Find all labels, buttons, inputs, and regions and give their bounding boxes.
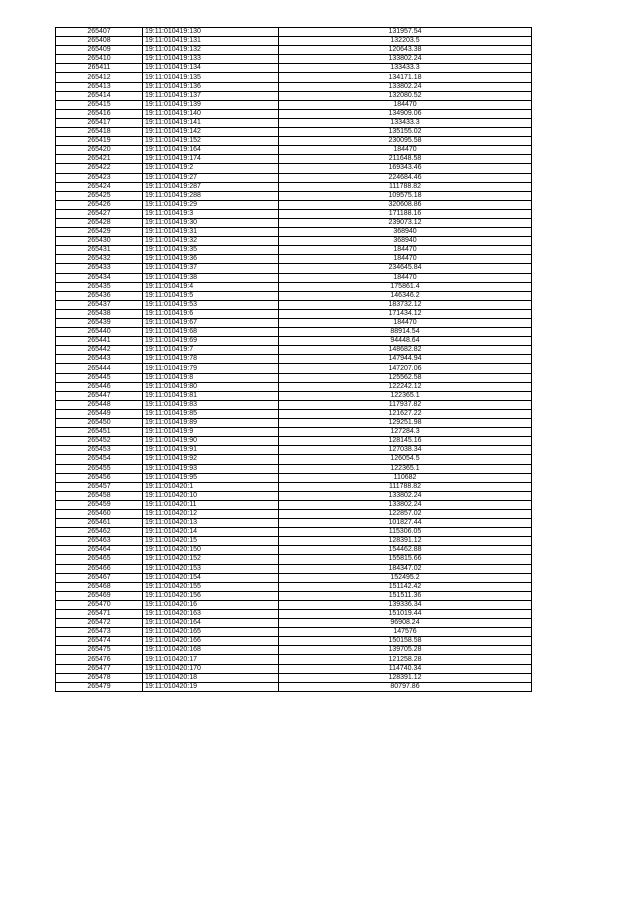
amount-cell: 320608.86 [279, 200, 532, 209]
amount-cell: 171188.16 [279, 209, 532, 218]
amount-cell: 224684.46 [279, 173, 532, 182]
cadastral-number-cell: 19:11:010419:2 [143, 164, 279, 173]
table-row [56, 173, 532, 182]
amount-cell: 122365.1 [279, 391, 532, 400]
amount-cell: 152495.2 [279, 573, 532, 582]
amount-cell: 122242.12 [279, 382, 532, 391]
cadastral-number-cell: 19:11:010420:16 [143, 600, 279, 609]
cadastral-number-cell: 19:11:010419:137 [143, 91, 279, 100]
cadastral-number-cell: 19:11:010419:93 [143, 464, 279, 473]
table-row [56, 391, 532, 400]
cadastral-number-cell: 19:11:010419:288 [143, 191, 279, 200]
table-row [56, 328, 532, 337]
amount-cell: 121258.28 [279, 655, 532, 664]
table-row [56, 118, 532, 127]
amount-cell: 101827.44 [279, 519, 532, 528]
row-id-cell: 265412 [56, 73, 143, 82]
amount-cell: 169343.46 [279, 164, 532, 173]
cadastral-number-cell: 19:11:010419:31 [143, 228, 279, 237]
amount-cell: 114740.34 [279, 664, 532, 673]
row-id-cell: 265453 [56, 446, 143, 455]
row-id-cell: 265419 [56, 137, 143, 146]
amount-cell: 184347.02 [279, 564, 532, 573]
amount-cell: 184470 [279, 146, 532, 155]
cadastral-number-cell: 19:11:010420:170 [143, 664, 279, 673]
table-row [56, 655, 532, 664]
amount-cell: 110682 [279, 473, 532, 482]
row-id-cell: 265476 [56, 655, 143, 664]
row-id-cell: 265462 [56, 528, 143, 537]
table-row [56, 55, 532, 64]
amount-cell: 129251.98 [279, 419, 532, 428]
table-row [56, 482, 532, 491]
amount-cell: 151511.36 [279, 591, 532, 600]
cadastral-number-cell: 19:11:010420:165 [143, 628, 279, 637]
amount-cell: 126054.5 [279, 455, 532, 464]
row-id-cell: 265417 [56, 118, 143, 127]
table-row [56, 519, 532, 528]
cadastral-number-cell: 19:11:010420:152 [143, 555, 279, 564]
row-id-cell: 265442 [56, 346, 143, 355]
row-id-cell: 265457 [56, 482, 143, 491]
amount-cell: 175861.4 [279, 282, 532, 291]
table-row [56, 437, 532, 446]
row-id-cell: 265423 [56, 173, 143, 182]
table-row [56, 628, 532, 637]
row-id-cell: 265414 [56, 91, 143, 100]
table-row [56, 137, 532, 146]
table-row [56, 646, 532, 655]
row-id-cell: 265473 [56, 628, 143, 637]
amount-cell: 111788.82 [279, 182, 532, 191]
amount-cell: 184470 [279, 246, 532, 255]
table-row [56, 264, 532, 273]
cadastral-number-cell: 19:11:010419:95 [143, 473, 279, 482]
row-id-cell: 265425 [56, 191, 143, 200]
table-body [56, 28, 532, 692]
table-row [56, 28, 532, 37]
cadastral-number-cell: 19:11:010419:53 [143, 300, 279, 309]
row-id-cell: 265477 [56, 664, 143, 673]
row-id-cell: 265443 [56, 355, 143, 364]
cadastral-number-cell: 19:11:010419:83 [143, 400, 279, 409]
cadastral-number-cell: 19:11:010419:67 [143, 319, 279, 328]
row-id-cell: 265430 [56, 237, 143, 246]
cadastral-number-cell: 19:11:010419:30 [143, 218, 279, 227]
row-id-cell: 265450 [56, 419, 143, 428]
table-row [56, 291, 532, 300]
table-row [56, 109, 532, 118]
table-row [56, 309, 532, 318]
cadastral-number-cell: 19:11:010419:92 [143, 455, 279, 464]
table-row [56, 619, 532, 628]
row-id-cell: 265428 [56, 218, 143, 227]
row-id-cell: 265429 [56, 228, 143, 237]
cadastral-number-cell: 19:11:010420:18 [143, 673, 279, 682]
cadastral-number-cell: 19:11:010420:156 [143, 591, 279, 600]
amount-cell: 151142.42 [279, 582, 532, 591]
cadastral-number-cell: 19:11:010419:135 [143, 73, 279, 82]
cadastral-number-cell: 19:11:010419:27 [143, 173, 279, 182]
cadastral-number-cell: 19:11:010420:155 [143, 582, 279, 591]
row-id-cell: 265467 [56, 573, 143, 582]
amount-cell: 111788.82 [279, 482, 532, 491]
cadastral-number-cell: 19:11:010420:14 [143, 528, 279, 537]
table-row [56, 337, 532, 346]
amount-cell: 148682.82 [279, 346, 532, 355]
cadastral-number-cell: 19:11:010420:166 [143, 637, 279, 646]
table-row [56, 37, 532, 46]
cadastral-number-cell: 19:11:010419:136 [143, 82, 279, 91]
cadastral-number-cell: 19:11:010420:19 [143, 682, 279, 691]
row-id-cell: 265433 [56, 264, 143, 273]
table-row [56, 191, 532, 200]
row-id-cell: 265434 [56, 273, 143, 282]
table-row [56, 491, 532, 500]
row-id-cell: 265472 [56, 619, 143, 628]
cadastral-number-cell: 19:11:010419:8 [143, 373, 279, 382]
table-row [56, 682, 532, 691]
table-row [56, 537, 532, 546]
row-id-cell: 265468 [56, 582, 143, 591]
cadastral-number-cell: 19:11:010419:69 [143, 337, 279, 346]
amount-cell: 147576 [279, 628, 532, 637]
cadastral-number-cell: 19:11:010419:81 [143, 391, 279, 400]
cadastral-number-cell: 19:11:010419:9 [143, 428, 279, 437]
table-row [56, 637, 532, 646]
row-id-cell: 265479 [56, 682, 143, 691]
row-id-cell: 265409 [56, 46, 143, 55]
row-id-cell: 265469 [56, 591, 143, 600]
table-row [56, 564, 532, 573]
amount-cell: 150158.58 [279, 637, 532, 646]
cadastral-number-cell: 19:11:010419:6 [143, 309, 279, 318]
amount-cell: 127284.3 [279, 428, 532, 437]
table-row [56, 473, 532, 482]
cadastral-number-cell: 19:11:010419:35 [143, 246, 279, 255]
cadastral-number-cell: 19:11:010419:7 [143, 346, 279, 355]
table-row [56, 600, 532, 609]
amount-cell: 132203.5 [279, 37, 532, 46]
cadastral-number-cell: 19:11:010419:90 [143, 437, 279, 446]
amount-cell: 135155.02 [279, 128, 532, 137]
cadastral-number-cell: 19:11:010419:80 [143, 382, 279, 391]
cadastral-number-cell: 19:11:010419:79 [143, 364, 279, 373]
cadastral-number-cell: 19:11:010419:132 [143, 46, 279, 55]
row-id-cell: 265439 [56, 319, 143, 328]
table-row [56, 319, 532, 328]
table-row [56, 591, 532, 600]
row-id-cell: 265471 [56, 610, 143, 619]
row-id-cell: 265408 [56, 37, 143, 46]
amount-cell: 96908.24 [279, 619, 532, 628]
amount-cell: 133802.24 [279, 55, 532, 64]
table-row [56, 164, 532, 173]
amount-cell: 133433.3 [279, 118, 532, 127]
cadastral-number-cell: 19:11:010419:37 [143, 264, 279, 273]
amount-cell: 125562.58 [279, 373, 532, 382]
cadastral-number-cell: 19:11:010419:134 [143, 64, 279, 73]
amount-cell: 121627.22 [279, 409, 532, 418]
table-row [56, 664, 532, 673]
amount-cell: 128391.12 [279, 537, 532, 546]
cadastral-number-cell: 19:11:010420:164 [143, 619, 279, 628]
table-row [56, 428, 532, 437]
cadastral-number-cell: 19:11:010419:139 [143, 100, 279, 109]
amount-cell: 239073.12 [279, 218, 532, 227]
table-row [56, 355, 532, 364]
amount-cell: 94448.64 [279, 337, 532, 346]
table-row [56, 300, 532, 309]
row-id-cell: 265440 [56, 328, 143, 337]
row-id-cell: 265448 [56, 400, 143, 409]
amount-cell: 139336.34 [279, 600, 532, 609]
table-row [56, 555, 532, 564]
table-row [56, 346, 532, 355]
amount-cell: 234645.84 [279, 264, 532, 273]
table-row [56, 255, 532, 264]
row-id-cell: 265458 [56, 491, 143, 500]
cadastral-number-cell: 19:11:010419:152 [143, 137, 279, 146]
amount-cell: 211648.58 [279, 155, 532, 164]
row-id-cell: 265454 [56, 455, 143, 464]
amount-cell: 133802.24 [279, 82, 532, 91]
cadastral-number-cell: 19:11:010420:150 [143, 546, 279, 555]
row-id-cell: 265438 [56, 309, 143, 318]
row-id-cell: 265463 [56, 537, 143, 546]
row-id-cell: 265466 [56, 564, 143, 573]
cadastral-number-cell: 19:11:010419:91 [143, 446, 279, 455]
table-row [56, 582, 532, 591]
row-id-cell: 265413 [56, 82, 143, 91]
amount-cell: 368940 [279, 237, 532, 246]
table-row [56, 282, 532, 291]
cadastral-number-cell: 19:11:010420:11 [143, 500, 279, 509]
cadastral-number-cell: 19:11:010420:1 [143, 482, 279, 491]
row-id-cell: 265420 [56, 146, 143, 155]
amount-cell: 230095.58 [279, 137, 532, 146]
table-row [56, 419, 532, 428]
table-row [56, 546, 532, 555]
table-row [56, 400, 532, 409]
row-id-cell: 265447 [56, 391, 143, 400]
cadastral-number-cell: 19:11:010420:154 [143, 573, 279, 582]
row-id-cell: 265436 [56, 291, 143, 300]
amount-cell: 127038.34 [279, 446, 532, 455]
row-id-cell: 265418 [56, 128, 143, 137]
cadastral-number-cell: 19:11:010420:17 [143, 655, 279, 664]
data-table [55, 27, 532, 692]
row-id-cell: 265455 [56, 464, 143, 473]
cadastral-number-cell: 19:11:010419:142 [143, 128, 279, 137]
table-row [56, 446, 532, 455]
cadastral-number-cell: 19:11:010419:85 [143, 409, 279, 418]
amount-cell: 368940 [279, 228, 532, 237]
table-row [56, 209, 532, 218]
table-row [56, 182, 532, 191]
cadastral-number-cell: 19:11:010420:10 [143, 491, 279, 500]
amount-cell: 128145.16 [279, 437, 532, 446]
cadastral-number-cell: 19:11:010419:4 [143, 282, 279, 291]
row-id-cell: 265441 [56, 337, 143, 346]
amount-cell: 155815.66 [279, 555, 532, 564]
amount-cell: 139705.28 [279, 646, 532, 655]
cadastral-number-cell: 19:11:010419:29 [143, 200, 279, 209]
cadastral-number-cell: 19:11:010419:131 [143, 37, 279, 46]
amount-cell: 134171.18 [279, 73, 532, 82]
cadastral-number-cell: 19:11:010419:3 [143, 209, 279, 218]
amount-cell: 122857.02 [279, 509, 532, 518]
table-row [56, 82, 532, 91]
row-id-cell: 265411 [56, 64, 143, 73]
table-row [56, 573, 532, 582]
row-id-cell: 265446 [56, 382, 143, 391]
row-id-cell: 265416 [56, 109, 143, 118]
cadastral-number-cell: 19:11:010419:36 [143, 255, 279, 264]
amount-cell: 184470 [279, 273, 532, 282]
amount-cell: 131957.54 [279, 28, 532, 37]
table-row [56, 528, 532, 537]
row-id-cell: 265452 [56, 437, 143, 446]
table-row [56, 146, 532, 155]
table-row [56, 673, 532, 682]
row-id-cell: 265474 [56, 637, 143, 646]
cadastral-number-cell: 19:11:010419:89 [143, 419, 279, 428]
amount-cell: 88914.54 [279, 328, 532, 337]
cadastral-number-cell: 19:11:010420:15 [143, 537, 279, 546]
cadastral-number-cell: 19:11:010419:164 [143, 146, 279, 155]
table-row [56, 455, 532, 464]
table-row [56, 364, 532, 373]
row-id-cell: 265460 [56, 509, 143, 518]
table-row [56, 64, 532, 73]
row-id-cell: 265421 [56, 155, 143, 164]
amount-cell: 147207.06 [279, 364, 532, 373]
row-id-cell: 265407 [56, 28, 143, 37]
amount-cell: 183732.12 [279, 300, 532, 309]
cadastral-number-cell: 19:11:010419:5 [143, 291, 279, 300]
cadastral-number-cell: 19:11:010419:140 [143, 109, 279, 118]
amount-cell: 133802.24 [279, 500, 532, 509]
cadastral-number-cell: 19:11:010419:38 [143, 273, 279, 282]
row-id-cell: 265410 [56, 55, 143, 64]
table-row [56, 464, 532, 473]
amount-cell: 184470 [279, 255, 532, 264]
table-row [56, 155, 532, 164]
cadastral-number-cell: 19:11:010420:168 [143, 646, 279, 655]
table-row [56, 200, 532, 209]
row-id-cell: 265435 [56, 282, 143, 291]
row-id-cell: 265456 [56, 473, 143, 482]
row-id-cell: 265415 [56, 100, 143, 109]
amount-cell: 122365.1 [279, 464, 532, 473]
table-row [56, 46, 532, 55]
amount-cell: 146346.2 [279, 291, 532, 300]
amount-cell: 109575.18 [279, 191, 532, 200]
amount-cell: 134909.06 [279, 109, 532, 118]
table-row [56, 610, 532, 619]
amount-cell: 184470 [279, 100, 532, 109]
cadastral-number-cell: 19:11:010420:12 [143, 509, 279, 518]
cadastral-number-cell: 19:11:010419:174 [143, 155, 279, 164]
table-row [56, 409, 532, 418]
table-row [56, 73, 532, 82]
cadastral-number-cell: 19:11:010419:130 [143, 28, 279, 37]
table-row [56, 509, 532, 518]
table-row [56, 500, 532, 509]
table-row [56, 273, 532, 282]
table-row [56, 128, 532, 137]
table-row [56, 218, 532, 227]
table-row [56, 237, 532, 246]
amount-cell: 184470 [279, 319, 532, 328]
amount-cell: 154462.88 [279, 546, 532, 555]
row-id-cell: 265478 [56, 673, 143, 682]
row-id-cell: 265422 [56, 164, 143, 173]
amount-cell: 133433.3 [279, 64, 532, 73]
cadastral-number-cell: 19:11:010419:133 [143, 55, 279, 64]
cadastral-number-cell: 19:11:010419:68 [143, 328, 279, 337]
cadastral-number-cell: 19:11:010420:163 [143, 610, 279, 619]
amount-cell: 120643.38 [279, 46, 532, 55]
cadastral-number-cell: 19:11:010419:32 [143, 237, 279, 246]
row-id-cell: 265451 [56, 428, 143, 437]
cadastral-number-cell: 19:11:010419:78 [143, 355, 279, 364]
row-id-cell: 265445 [56, 373, 143, 382]
table-row [56, 382, 532, 391]
row-id-cell: 265459 [56, 500, 143, 509]
row-id-cell: 265432 [56, 255, 143, 264]
row-id-cell: 265465 [56, 555, 143, 564]
row-id-cell: 265424 [56, 182, 143, 191]
table-row [56, 228, 532, 237]
amount-cell: 133802.24 [279, 491, 532, 500]
row-id-cell: 265449 [56, 409, 143, 418]
amount-cell: 80797.86 [279, 682, 532, 691]
row-id-cell: 265464 [56, 546, 143, 555]
cadastral-number-cell: 19:11:010420:13 [143, 519, 279, 528]
amount-cell: 117937.82 [279, 400, 532, 409]
amount-cell: 171434.12 [279, 309, 532, 318]
cadastral-number-cell: 19:11:010420:153 [143, 564, 279, 573]
amount-cell: 128391.12 [279, 673, 532, 682]
table-row [56, 373, 532, 382]
cadastral-number-cell: 19:11:010419:141 [143, 118, 279, 127]
row-id-cell: 265431 [56, 246, 143, 255]
table-row [56, 100, 532, 109]
row-id-cell: 265461 [56, 519, 143, 528]
amount-cell: 115306.05 [279, 528, 532, 537]
row-id-cell: 265426 [56, 200, 143, 209]
amount-cell: 147944.94 [279, 355, 532, 364]
row-id-cell: 265437 [56, 300, 143, 309]
table-row [56, 246, 532, 255]
amount-cell: 151019.44 [279, 610, 532, 619]
table-row [56, 91, 532, 100]
row-id-cell: 265470 [56, 600, 143, 609]
row-id-cell: 265444 [56, 364, 143, 373]
amount-cell: 132080.52 [279, 91, 532, 100]
row-id-cell: 265427 [56, 209, 143, 218]
cadastral-number-cell: 19:11:010419:287 [143, 182, 279, 191]
row-id-cell: 265475 [56, 646, 143, 655]
